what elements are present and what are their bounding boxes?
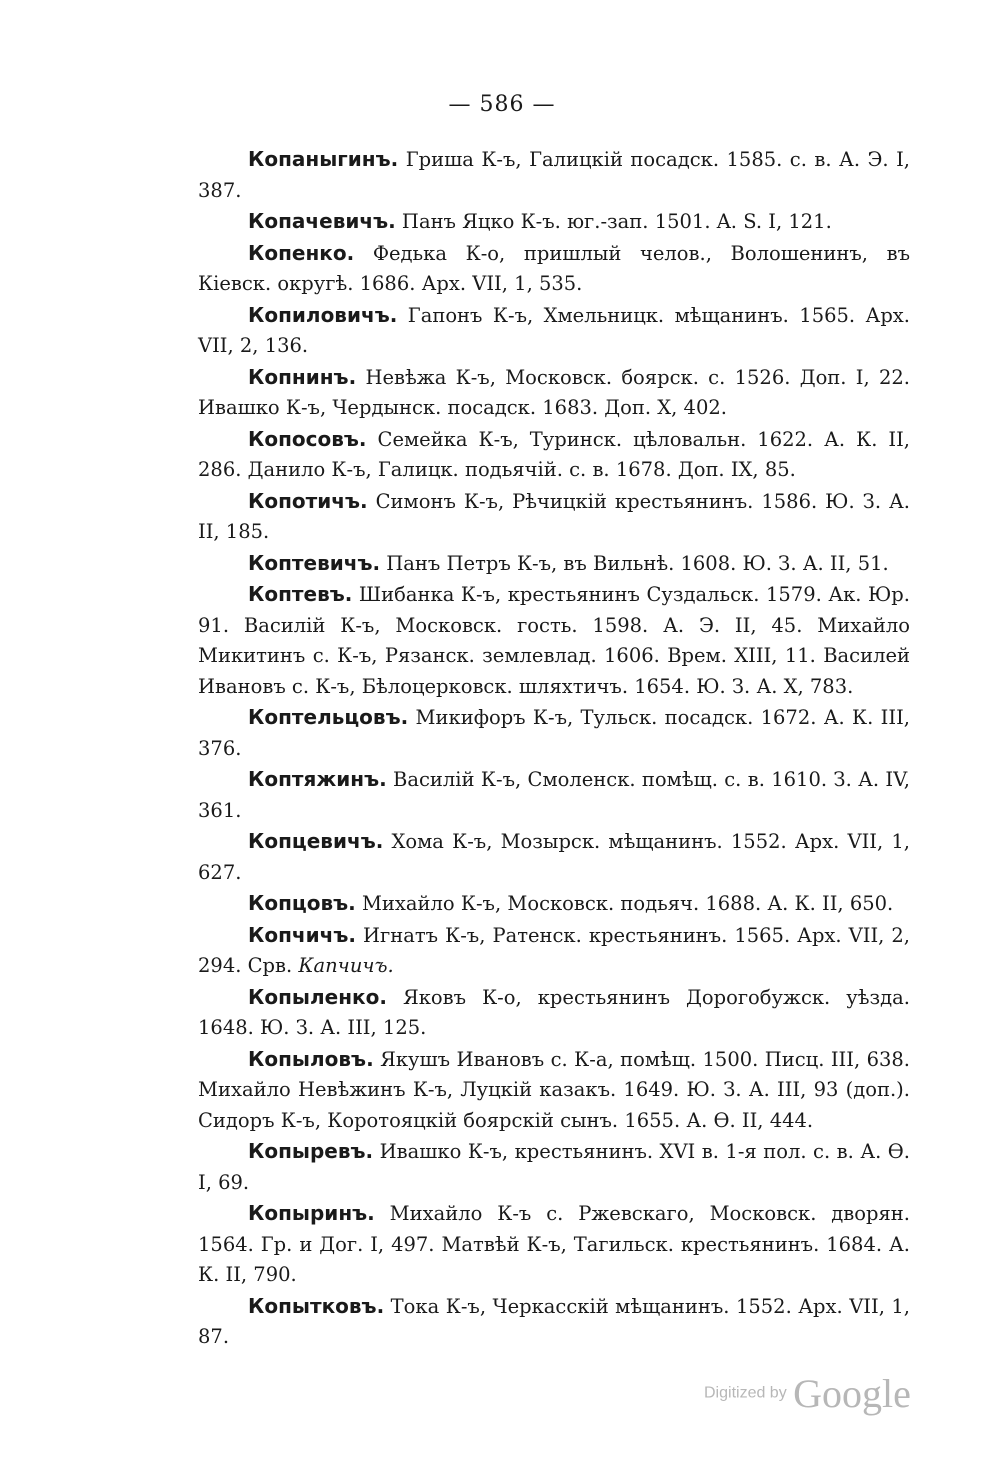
entry (198, 982, 910, 1044)
entry-text: Василій К-ъ, Смоленск. помѣщ. с. в. 1610. З. А. IV, 361. (198, 768, 910, 822)
entry-text: Якушъ Ивановъ с. К-а, помѣщ. 1500. Писц. III, 638. Михайло Невѣжинъ К-ъ, Луцкій казакъ. 1649. Ю. З. А. III, 93 (доп.). Сидоръ К-ъ, Коротояцкій боярскій сынъ. 1655. А. Ѳ. II, 444. (198, 1047, 910, 1132)
dictionary-entries (198, 144, 910, 1353)
entry-headword: Копчичъ. (248, 922, 357, 947)
entry (198, 424, 910, 486)
entry-text: Федька К-о, пришлый челов., Волошенинъ, въ Кіевск. округѣ. 1686. Арх. VII, 1, 535. (198, 241, 910, 295)
entry (198, 300, 910, 362)
entry-headword: Копытковъ. (248, 1293, 385, 1318)
entry (198, 920, 910, 982)
entry-text: Гриша К-ъ, Галицкій посадск. 1585. с. в. А. Э. I, 387. (198, 148, 910, 202)
entry-text: Михайло К-ъ с. Ржевскаго, Московск. дворян. 1564. Гр. и Дог. I, 497. Матвѣй К-ъ, Тагильск. крестьянинъ. 1684. А. К. II, 790. (198, 1202, 910, 1286)
entry (198, 579, 910, 702)
entry-headword: Копаныгинъ. (248, 147, 399, 171)
entry-headword: Копыревъ. (248, 1139, 374, 1163)
entry-headword: Коптельцовъ. (248, 705, 409, 729)
entry-text: Симонъ К-ъ, Рѣчицкій крестьянинъ. 1586. Ю. З. А. II, 185. (198, 489, 910, 543)
entry-headword: Коптевъ. (248, 582, 353, 606)
entry (198, 764, 910, 826)
entry-headword: Копенко. (248, 240, 355, 265)
entry-text: Панъ Петръ К-ъ, въ Вильнѣ. 1608. Ю. З. А. II, 51. (380, 551, 889, 575)
entry-cross-reference: Капчичъ. (298, 954, 394, 977)
entry-text: Ивашко К-ъ, крестьянинъ. XVI в. 1-я пол. с. в. А. Ѳ. I, 69. (198, 1140, 910, 1194)
entry (198, 362, 910, 424)
entry-headword: Копотичъ. (248, 488, 368, 513)
entry-headword: Копцевичъ. (248, 829, 384, 853)
entry-headword: Копыринъ. (248, 1201, 375, 1225)
entry (198, 1044, 910, 1137)
entry-headword: Копцовъ. (248, 891, 356, 915)
digitized-watermark (704, 1370, 911, 1417)
entry-headword: Копиловичъ. (248, 302, 398, 327)
entry-text: Невѣжа К-ъ, Московск. боярск. с. 1526. Доп. I, 22. Ивашко К-ъ, Чердынск. посадск. 1683. Доп. X, 402. (198, 365, 910, 419)
page-number: — 586 — (448, 92, 556, 117)
entry-text: Игнатъ К-ъ, Ратенск. крестьянинъ. 1565. Арх. VII, 2, 294. Срв. (198, 923, 910, 977)
entry-headword: Копосовъ. (248, 426, 367, 451)
entry (198, 826, 910, 888)
entry (198, 486, 910, 548)
entry (198, 238, 910, 300)
entry-text: Гапонъ К-ъ, Хмельницк. мѣщанинъ. 1565. Арх. VII, 2, 136. (198, 303, 910, 357)
entry-headword: Копнинъ. (248, 364, 357, 389)
entry (198, 206, 910, 238)
entry (198, 888, 910, 920)
watermark-prefix: Digitized by (704, 1384, 787, 1402)
entry-text: Яковъ К-о, крестьянинъ Дорогобужск. уѣзда. 1648. Ю. З. А. III, 125. (198, 985, 910, 1039)
entry-text: Микифоръ К-ъ, Тульск. посадск. 1672. А. К. III, 376. (198, 706, 910, 760)
entry-headword: Копыленко. (248, 984, 387, 1009)
entry-text: Хома К-ъ, Мозырск. мѣщанинъ. 1552. Арх. VII, 1, 627. (198, 830, 910, 884)
entry (198, 1291, 910, 1353)
entry-text: Михайло К-ъ, Московск. подьяч. 1688. А. К. II, 650. (355, 892, 894, 915)
entry-headword: Копачевичъ. (248, 209, 396, 233)
entry-headword: Коптевичъ. (248, 550, 381, 575)
entry (198, 1136, 910, 1198)
entry-text: Панъ Яцко К-ъ. юг.-зап. 1501. A. S. I, 121. (395, 210, 832, 233)
entry-text: Тока К-ъ, Черкасскій мѣщанинъ. 1552. Арх. VII, 1, 87. (198, 1294, 910, 1348)
entry (198, 1198, 910, 1291)
entry-text: Шибанка К-ъ, крестьянинъ Суздальск. 1579. Ак. Юр. 91. Василій К-ъ, Московск. гость. 1598. А. Э. II, 45. Михайло Микитинъ с. К-ъ, Рязанск. землевлад. 1606. Врем. XIII, 11. Василей Ивановъ с. К-ъ, Бѣлоцерковск. шляхтичъ. 1654. Ю. З. А. X, 783. (198, 583, 910, 698)
google-logo: Google (793, 1371, 911, 1416)
entry-headword: Коптяжинъ. (248, 767, 387, 791)
entry-headword: Копыловъ. (248, 1046, 374, 1071)
entry (198, 144, 910, 206)
entry (198, 548, 910, 580)
entry-text: Семейка К-ъ, Туринск. цѣловальн. 1622. А. К. II, 286. Данило К-ъ, Галицк. подьячій. с. в. 1678. Доп. IX, 85. (198, 427, 910, 481)
entry (198, 702, 910, 764)
